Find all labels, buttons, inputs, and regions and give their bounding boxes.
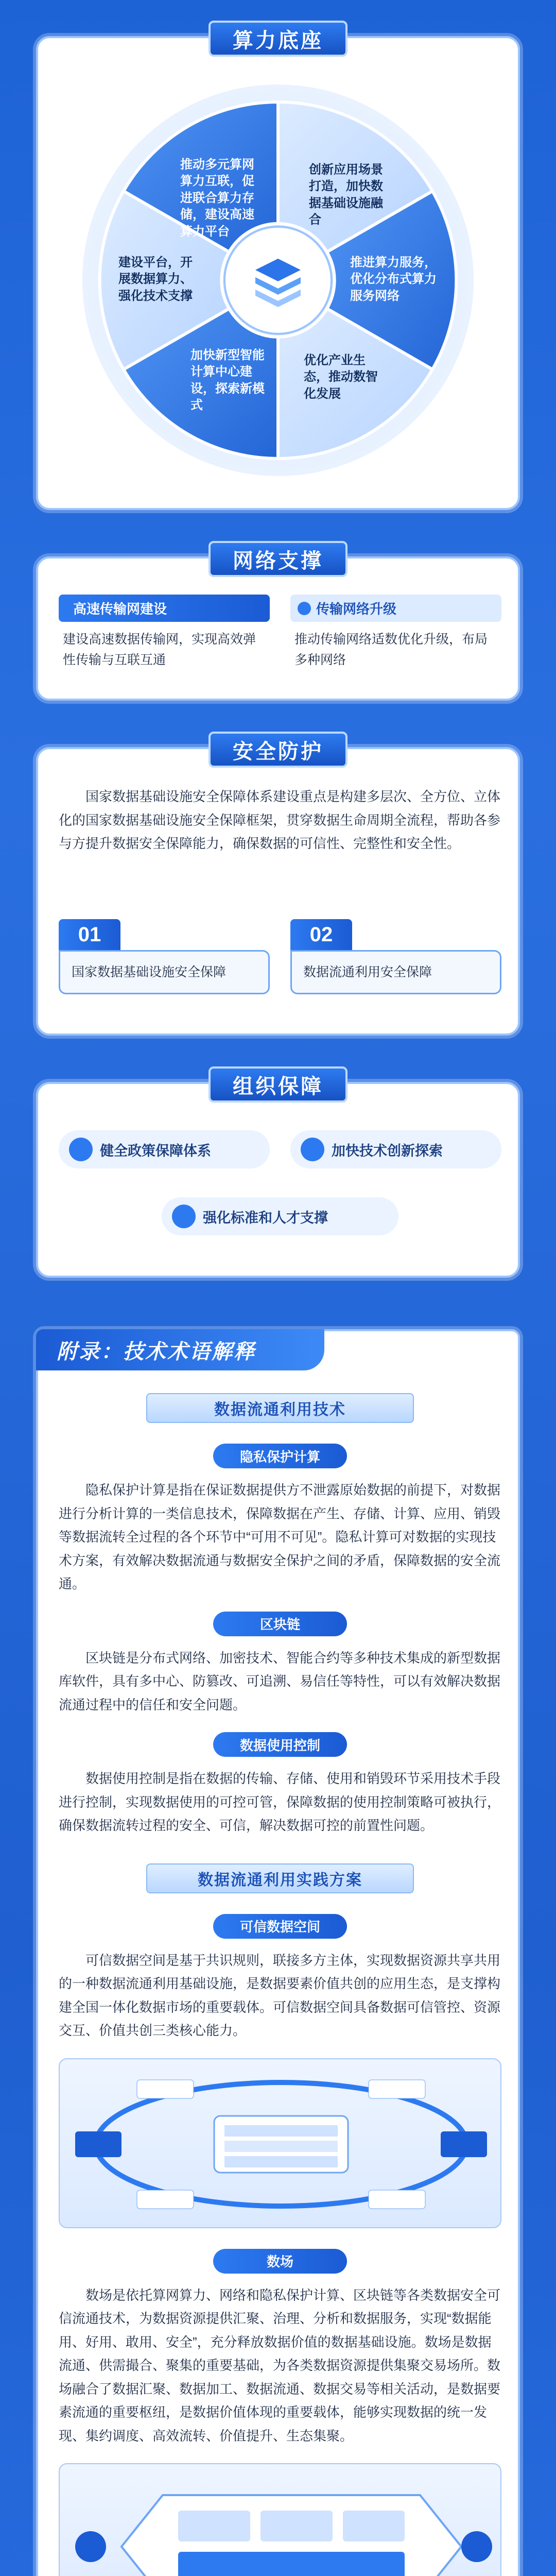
section-security	[36, 740, 520, 1036]
segment-text: 推动多元算网算力互联，促进联合算力存储，建设高速算力平台	[180, 158, 254, 239]
segment-text: 推进算力服务，优化分布式算力服务网络	[350, 256, 437, 303]
security-item-2	[290, 919, 501, 994]
term-body: 隐私保护计算是指在保证数据提供方不泄露原始数据的前提下，对数据进行分析计算的一类信息技术，保障数据在产生、存储、计算、应用、销毁等数据流转全过程的各个环节中“可用不可见”。隐私计算可对数据的实现技术方案，有效解决数据流通与数据安全保护之间的矛盾，保障数据的安全流通。	[59, 1482, 501, 1591]
term-body: 数据使用控制是指在数据的传输、存储、使用和销毁环节采用技术手段进行控制，实现数据使用的可控可管，保障数据的使用控制策略可被执行，确保数据流转过程的安全、可信，解决数据可控的前置性问题。	[59, 1771, 501, 1833]
network-right-body: 推动传输网络适数优化升级，布局多种网络	[294, 632, 488, 667]
section-network	[36, 549, 520, 701]
subsection-bar: 数据流通利用实践方案	[146, 1863, 414, 1893]
diagram-graphic	[60, 2464, 501, 2576]
term-heading: 区块链	[213, 1612, 347, 1636]
network-left	[59, 595, 270, 670]
section-appendix	[36, 1329, 520, 2576]
org-item-label: 健全政策保障体系	[100, 1143, 211, 1159]
section-organization	[36, 1075, 520, 1278]
section-title: 网络支撑	[208, 541, 348, 577]
section-title: 安全防护	[208, 732, 348, 768]
layers-icon	[237, 239, 319, 321]
compute-wheel	[82, 84, 474, 476]
section-title: 组织保障	[208, 1066, 348, 1103]
org-item-2	[290, 1130, 501, 1168]
segment-text: 建设平台，开展数据算力、强化技术支撑	[118, 256, 193, 303]
org-item-3	[162, 1197, 398, 1235]
term-body: 数场是依托算网算力、网络和隐私保护计算、区块链等各类数据安全可信流通技术，为数据资源提供汇聚、治理、分析和数据服务，实现“数据能用、好用、敢用、安全”，充分释放数据价值的数据基础设施。数场是数据流通、供需撮合、聚集的重要基础，为各类数据资源提供集聚交易场所。数场融合了数据汇聚、数据加工、数据流通、数据交易等相关活动，是数据要素流通的重要枢纽，是数据价值体现的重要载体，能够实现数据的统一发现、集约调度、高效流转、价值提升、生态集聚。	[59, 2287, 501, 2444]
security-body: 国家数据基础设施安全保障体系建设重点是构建多层次、全方位、立体化的国家数据基础设施安全保障框架，贯穿数据生命周期全流程，帮助各参与方提升数据安全保障能力，确保数据的可信性、完整性和安全性。	[59, 789, 501, 851]
trusted-data-space-diagram	[59, 2058, 501, 2228]
term-body: 区块链是分布式网络、加密技术、智能合约等多种技术集成的新型数据库软件，具有多中心、防篡改、可追溯、易信任等特性，可以有效解决数据流通过程中的信任和安全问题。	[59, 1650, 501, 1713]
org-item-label: 加快技术创新探索	[332, 1143, 443, 1159]
security-item-label: 国家数据基础设施安全保障	[59, 950, 270, 994]
term-heading: 可信数据空间	[213, 1914, 347, 1939]
term-heading: 隐私保护计算	[213, 1444, 347, 1468]
network-right	[290, 595, 501, 670]
section-title: 算力底座	[208, 21, 348, 57]
appendix-title: 附录：技术术语解释	[36, 1329, 324, 1370]
network-right-header	[290, 595, 501, 622]
term-body: 可信数据空间是基于共识规则，联接多方主体，实现数据资源共享共用的一种数据流通利用基础设施，是数据要素价值共创的应用生态，是支撑构建全国一体化数据市场的重要载体。可信数据空间具备数据可信管控、资源交互、价值共创三类核心能力。	[59, 1952, 501, 2038]
section-compute	[36, 29, 520, 510]
network-right-head: 传输网络升级	[316, 601, 397, 617]
segment-text: 加快新型智能计算中心建设，探索新模式	[190, 348, 265, 413]
subsection-bar: 数据流通利用技术	[146, 1393, 414, 1423]
term-heading: 数据使用控制	[213, 1732, 347, 1757]
diagram-graphic	[60, 2059, 501, 2228]
segment-text: 创新应用场景打造，加快数据基础设施融合	[309, 163, 383, 227]
appendix-content	[59, 1393, 501, 2576]
shield-icon	[69, 1138, 93, 1161]
org-item-label: 强化标准和人才支撑	[203, 1210, 328, 1226]
network-icon	[298, 602, 311, 615]
data-field-diagram	[59, 2463, 501, 2576]
security-item-label: 数据流通利用安全保障	[290, 950, 501, 994]
network-left-body: 建设高速数据传输网，实现高效弹性传输与互联互通	[63, 632, 256, 667]
security-item-number: 02	[290, 919, 352, 950]
network-left-head: 高速传输网建设	[59, 595, 270, 622]
security-item-number: 01	[59, 919, 120, 950]
term-heading: 数场	[213, 2249, 347, 2274]
security-item-1	[59, 919, 270, 994]
gear-icon	[301, 1138, 324, 1161]
org-item-1	[59, 1130, 270, 1168]
segment-text: 优化产业生态，推动数智化发展	[304, 353, 378, 401]
people-icon	[172, 1205, 196, 1228]
